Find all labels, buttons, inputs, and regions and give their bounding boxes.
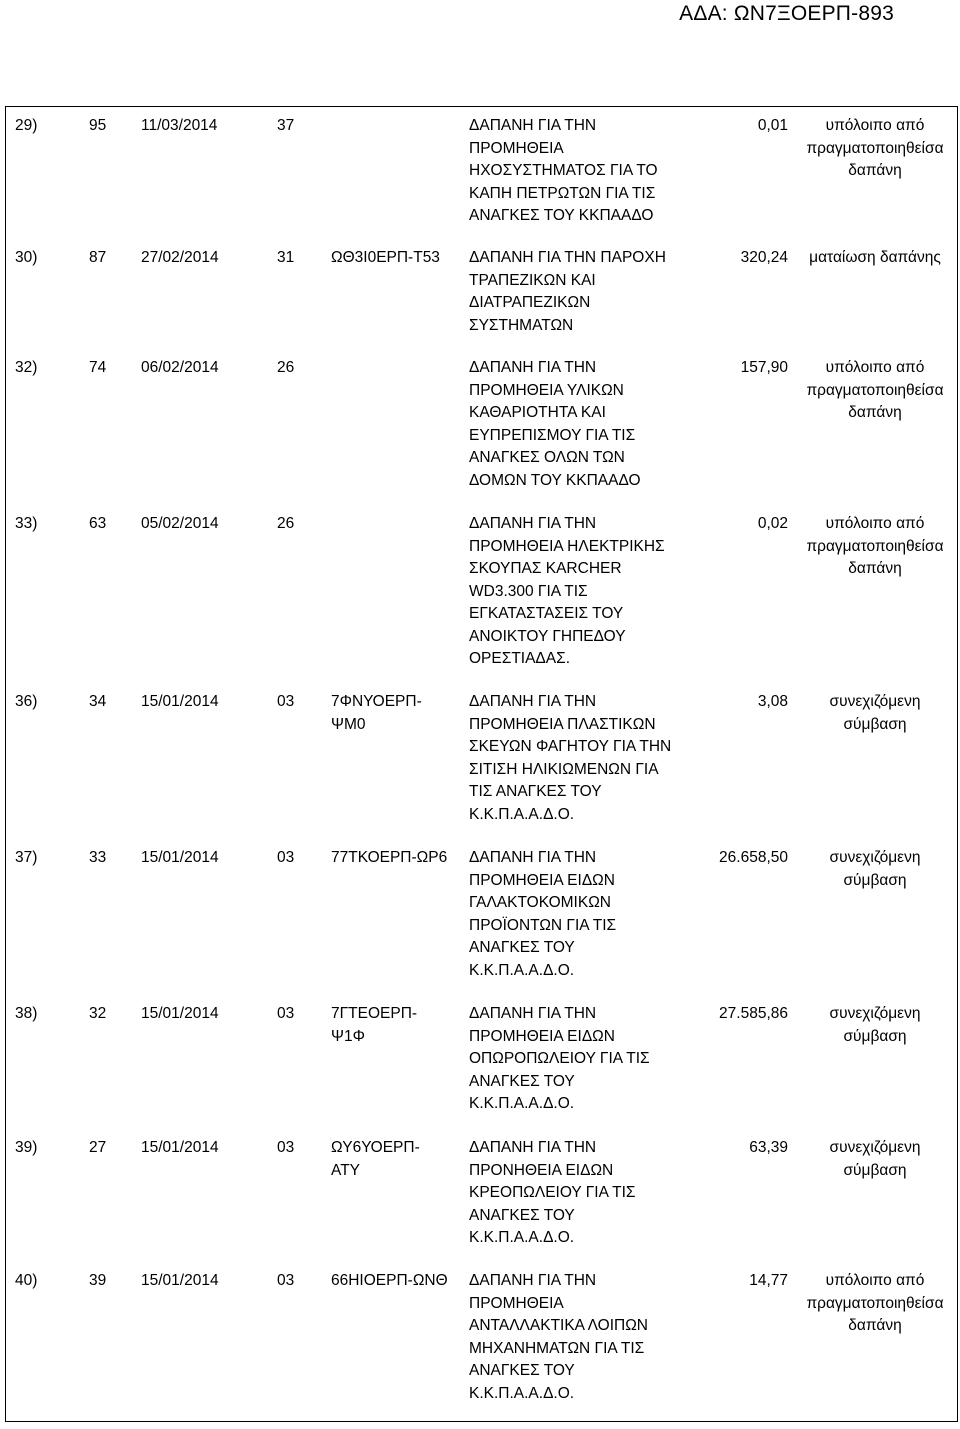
kae-code: 03: [277, 693, 295, 710]
record-date: 06/02/2014: [141, 359, 219, 376]
amount: 27.585,86: [719, 1005, 788, 1022]
ada-header: ΑΔΑ: ΩΝ7ΞΟΕΡΠ-893: [679, 2, 894, 25]
expense-description: ΔΑΠΑΝΗ ΓΙΑ ΤΗΝ ΠΡΟΜΗΘΕΙΑ ΕΙΔΩΝ ΓΑΛΑΚΤΟΚΟΜΙΚΩΝ ΠΡΟΪΟΝΤΩΝ ΓΙΑ ΤΙΣ ΑΝΑΓΚΕΣ ΤΟΥ Κ.Κ.Π.Α.Α.Δ.Ο.: [469, 849, 617, 979]
amount: 26.658,50: [719, 849, 788, 866]
protocol-number: 95: [89, 117, 107, 134]
kae-code: 31: [277, 249, 295, 266]
record-date: 15/01/2014: [141, 693, 219, 710]
amount: 63,39: [749, 1139, 788, 1156]
protocol-number: 34: [89, 693, 107, 710]
row-number: 39): [15, 1139, 38, 1156]
record-date: 05/02/2014: [141, 515, 219, 532]
record-date: 11/03/2014: [141, 117, 218, 134]
remark: υπόλοιπο από πραγματοποιηθείσα δαπάνη: [806, 1272, 944, 1334]
protocol-number: 27: [89, 1139, 107, 1156]
expense-description: ΔΑΠΑΝΗ ΓΙΑ ΤΗΝ ΠΡΟΜΗΘΕΙΑ ΠΛΑΣΤΙΚΩΝ ΣΚΕΥΩΝ ΦΑΓΗΤΟΥ ΓΙΑ ΤΗΝ ΣΙΤΙΣΗ ΗΛΙΚΙΩΜΕΝΩΝ ΓΙΑ ΤΙΣ ΑΝΑΓΚΕΣ ΤΟΥ Κ.Κ.Π.Α.Α.Δ.Ο.: [469, 693, 672, 823]
remark: συνεχιζόμενη σύμβαση: [829, 849, 921, 889]
ada-code: 66ΗΙΟΕΡΠ-ΩΝΘ: [331, 1272, 448, 1289]
remark: συνεχιζόμενη σύμβαση: [829, 1139, 921, 1179]
kae-code: 26: [277, 515, 295, 532]
row-number: 38): [15, 1005, 38, 1022]
remark: υπόλοιπο από πραγματοποιηθείσα δαπάνη: [806, 117, 944, 179]
ada-code: ΩΥ6ΥΟΕΡΠ- ΑΤΥ: [331, 1139, 420, 1179]
expense-description: ΔΑΠΑΝΗ ΓΙΑ ΤΗΝ ΠΡΟΜΗΘΕΙΑ ΕΙΔΩΝ ΟΠΩΡΟΠΩΛΕΙΟΥ ΓΙΑ ΤΙΣ ΑΝΑΓΚΕΣ ΤΟΥ Κ.Κ.Π.Α.Α.Δ.Ο.: [469, 1005, 650, 1112]
record-date: 15/01/2014: [141, 849, 219, 866]
ada-code: 7ΦΝΥΟΕΡΠ- ΨΜ0: [331, 693, 422, 733]
expense-description: ΔΑΠΑΝΗ ΓΙΑ ΤΗΝ ΠΡΟΜΗΘΕΙΑ ΑΝΤΑΛΛΑΚΤΙΚΑ ΛΟΙΠΩΝ ΜΗΧΑΝΗΜΑΤΩΝ ΓΙΑ ΤΙΣ ΑΝΑΓΚΕΣ ΤΟΥ Κ.Κ.Π.Α.Α.Δ.Ο.: [469, 1272, 648, 1402]
row-number: 29): [15, 117, 38, 134]
protocol-number: 87: [89, 249, 107, 266]
row-number: 40): [15, 1272, 38, 1289]
kae-code: 03: [277, 849, 295, 866]
expense-description: ΔΑΠΑΝΗ ΓΙΑ ΤΗΝ ΠΡΟΝΗΘΕΙΑ ΕΙΔΩΝ ΚΡΕΟΠΩΛΕΙΟΥ ΓΙΑ ΤΙΣ ΑΝΑΓΚΕΣ ΤΟΥ Κ.Κ.Π.Α.Α.Δ.Ο.: [469, 1139, 636, 1246]
expense-description: ΔΑΠΑΝΗ ΓΙΑ ΤΗΝ ΠΡΟΜΗΘΕΙΑ ΥΛΙΚΩΝ ΚΑΘΑΡΙΟΤΗΤΑ ΚΑΙ ΕΥΠΡΕΠΙΣΜΟΥ ΓΙΑ ΤΙΣ ΑΝΑΓΚΕΣ ΟΛΩΝ ΤΩΝ ΔΟΜΩΝ ΤΟΥ ΚΚΠΑΑΔΟ: [469, 359, 641, 489]
row-number: 36): [15, 693, 38, 710]
amount: 14,77: [749, 1272, 788, 1289]
ada-code: ΩΘ3Ι0ΕΡΠ-Τ53: [331, 249, 440, 266]
kae-code: 37: [277, 117, 295, 134]
protocol-number: 32: [89, 1005, 107, 1022]
remark: υπόλοιπο από πραγματοποιηθείσα δαπάνη: [806, 515, 944, 577]
remark: συνεχιζόμενη σύμβαση: [829, 693, 921, 733]
row-number: 37): [15, 849, 38, 866]
kae-code: 03: [277, 1272, 295, 1289]
amount: 0,01: [757, 117, 788, 134]
expenses-table: [5, 106, 958, 1422]
kae-code: 03: [277, 1139, 295, 1156]
amount: 157,90: [740, 359, 788, 376]
ada-code: 7ΓΤΕΟΕΡΠ- Ψ1Φ: [331, 1005, 418, 1045]
amount: 320,24: [740, 249, 788, 266]
protocol-number: 63: [89, 515, 107, 532]
record-date: 15/01/2014: [141, 1005, 219, 1022]
kae-code: 26: [277, 359, 295, 376]
record-date: 15/01/2014: [141, 1139, 219, 1156]
row-number: 33): [15, 515, 38, 532]
remark: υπόλοιπο από πραγματοποιηθείσα δαπάνη: [806, 359, 944, 421]
expense-description: ΔΑΠΑΝΗ ΓΙΑ ΤΗΝ ΠΡΟΜΗΘΕΙΑ ΗΛΕΚΤΡΙΚΗΣ ΣΚΟΥΠΑΣ KARCHER WD3.300 ΓΙΑ ΤΙΣ ΕΓΚΑΤΑΣΤΑΣΕΙΣ ΤΟΥ ΑΝΟΙΚΤΟΥ ΓΗΠΕΔΟΥ ΟΡΕΣΤΙΑΔΑΣ.: [469, 515, 665, 667]
ada-code: 77ΤΚΟΕΡΠ-ΩΡ6: [331, 849, 448, 866]
expense-description: ΔΑΠΑΝΗ ΓΙΑ ΤΗΝ ΠΡΟΜΗΘΕΙΑ ΗΧΟΣΥΣΤΗΜΑΤΟΣ ΓΙΑ ΤΟ ΚΑΠΗ ΠΕΤΡΩΤΩΝ ΓΙΑ ΤΙΣ ΑΝΑΓΚΕΣ ΤΟΥ ΚΚΠΑΑΔΟ: [469, 117, 658, 224]
protocol-number: 33: [89, 849, 107, 866]
record-date: 15/01/2014: [141, 1272, 219, 1289]
record-date: 27/02/2014: [141, 249, 219, 266]
expense-description: ΔΑΠΑΝΗ ΓΙΑ ΤΗΝ ΠΑΡΟΧΗ ΤΡΑΠΕΖΙΚΩΝ ΚΑΙ ΔΙΑΤΡΑΠΕΖΙΚΩΝ ΣΥΣΤΗΜΑΤΩΝ: [469, 249, 666, 334]
remark: συνεχιζόμενη σύμβαση: [829, 1005, 921, 1045]
kae-code: 03: [277, 1005, 295, 1022]
row-number: 32): [15, 359, 38, 376]
remark: ματαίωση δαπάνης: [809, 249, 941, 266]
protocol-number: 39: [89, 1272, 107, 1289]
amount: 0,02: [757, 515, 788, 532]
protocol-number: 74: [89, 359, 107, 376]
row-number: 30): [15, 249, 38, 266]
amount: 3,08: [757, 693, 788, 710]
